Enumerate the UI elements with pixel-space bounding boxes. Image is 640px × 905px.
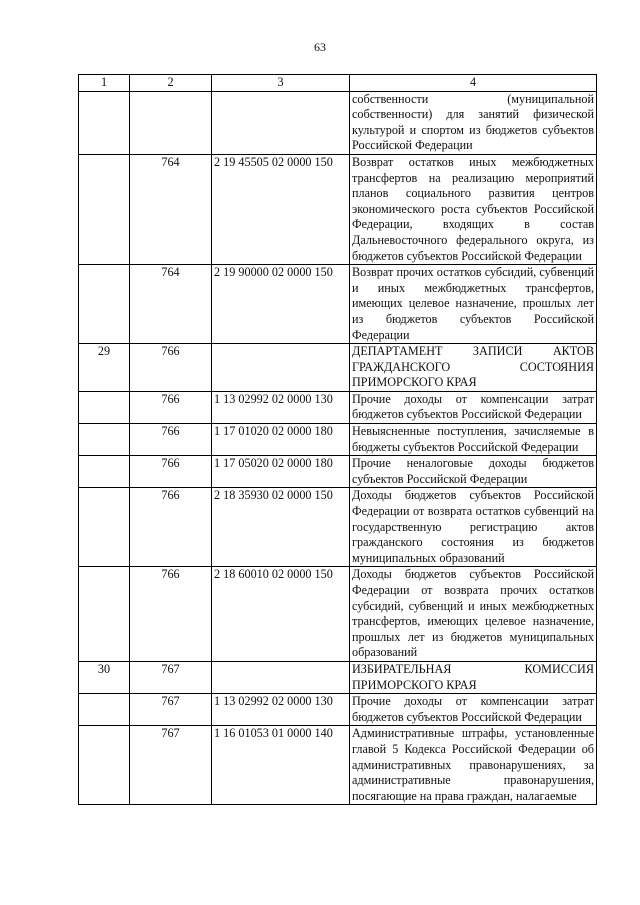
budget-code-cell: 1 13 02992 02 0000 130: [212, 694, 350, 726]
row-number-cell: [79, 424, 130, 456]
table-header-row: [79, 75, 597, 92]
admin-code-cell: 766: [130, 456, 212, 488]
table-row: [79, 424, 597, 456]
description-cell: Административные штрафы, установленные главой 5 Кодекса Российской Федерации об административных правонарушениях, за административные правонарушения, посягающие на права граждан, налагаемые: [350, 726, 597, 805]
description-cell: Возврат остатков иных межбюджетных трансфертов на реализацию мероприятий планов социального развития центров экономического роста субъектов Российской Федерации, входящих в состав Дальневосточного федерального округа, из бюджетов субъектов Российской Федерации: [350, 154, 597, 264]
budget-code-cell: 2 18 35930 02 0000 150: [212, 488, 350, 567]
row-number-cell: [79, 91, 130, 154]
admin-code-cell: 764: [130, 265, 212, 344]
description-cell: Возврат прочих остатков субсидий, субвенций и иных межбюджетных трансфертов, имеющих целевое назначение, прошлых лет из бюджетов субъектов Российской Федерации: [350, 265, 597, 344]
admin-code-cell: 766: [130, 344, 212, 392]
admin-code-cell: [130, 91, 212, 154]
budget-code-cell: 1 13 02992 02 0000 130: [212, 391, 350, 423]
admin-code-cell: 767: [130, 694, 212, 726]
budget-codes-table: [78, 74, 597, 805]
table-row: [79, 661, 597, 693]
row-number-cell: 29: [79, 344, 130, 392]
row-number-cell: [79, 488, 130, 567]
description-cell: Доходы бюджетов субъектов Российской Федерации от возврата остатков субвенций на государственную регистрацию актов гражданского состояния из бюджетов муниципальных образований: [350, 488, 597, 567]
admin-code-cell: 767: [130, 661, 212, 693]
header-cell: 1: [79, 75, 130, 92]
table-row: [79, 488, 597, 567]
budget-code-cell: [212, 344, 350, 392]
budget-code-cell: 2 19 90000 02 0000 150: [212, 265, 350, 344]
description-cell: собственности (муниципальной собственности) для занятий физической культурой и спортом из бюджетов субъектов Российской Федерации: [350, 91, 597, 154]
budget-code-cell: [212, 661, 350, 693]
row-number-cell: [79, 456, 130, 488]
budget-code-cell: 1 17 01020 02 0000 180: [212, 424, 350, 456]
row-number-cell: [79, 726, 130, 805]
header-cell: 4: [350, 75, 597, 92]
table-row: [79, 726, 597, 805]
table-row: [79, 344, 597, 392]
row-number-cell: [79, 567, 130, 662]
row-number-cell: [79, 391, 130, 423]
row-number-cell: [79, 265, 130, 344]
header-cell: 2: [130, 75, 212, 92]
description-cell: Прочие доходы от компенсации затрат бюджетов субъектов Российской Федерации: [350, 391, 597, 423]
description-cell: Доходы бюджетов субъектов Российской Федерации от возврата прочих остатков субсидий, субвенций и иных межбюджетных трансфертов, имеющих целевое назначение, прошлых лет из бюджетов муниципальных образований: [350, 567, 597, 662]
admin-code-cell: 767: [130, 726, 212, 805]
budget-code-cell: 2 19 45505 02 0000 150: [212, 154, 350, 264]
budget-code-cell: [212, 91, 350, 154]
admin-code-cell: 766: [130, 488, 212, 567]
row-number-cell: [79, 154, 130, 264]
table-row: [79, 91, 597, 154]
row-number-cell: [79, 694, 130, 726]
budget-code-cell: 1 17 05020 02 0000 180: [212, 456, 350, 488]
admin-code-cell: 766: [130, 424, 212, 456]
department-heading-cell: ИЗБИРАТЕЛЬНАЯ КОМИССИЯ ПРИМОРСКОГО КРАЯ: [350, 661, 597, 693]
admin-code-cell: 766: [130, 391, 212, 423]
row-number-cell: 30: [79, 661, 130, 693]
department-heading-cell: ДЕПАРТАМЕНТ ЗАПИСИ АКТОВ ГРАЖДАНСКОГО СОСТОЯНИЯ ПРИМОРСКОГО КРАЯ: [350, 344, 597, 392]
table-row: [79, 694, 597, 726]
budget-code-cell: 2 18 60010 02 0000 150: [212, 567, 350, 662]
page-number: 63: [314, 40, 326, 54]
table-row: [79, 154, 597, 264]
budget-code-cell: 1 16 01053 01 0000 140: [212, 726, 350, 805]
table-row: [79, 567, 597, 662]
table-row: [79, 265, 597, 344]
admin-code-cell: 766: [130, 567, 212, 662]
description-cell: Невыясненные поступления, зачисляемые в бюджеты субъектов Российской Федерации: [350, 424, 597, 456]
table-row: [79, 456, 597, 488]
header-cell: 3: [212, 75, 350, 92]
table-row: [79, 391, 597, 423]
description-cell: Прочие доходы от компенсации затрат бюджетов субъектов Российской Федерации: [350, 694, 597, 726]
description-cell: Прочие неналоговые доходы бюджетов субъектов Российской Федерации: [350, 456, 597, 488]
admin-code-cell: 764: [130, 154, 212, 264]
